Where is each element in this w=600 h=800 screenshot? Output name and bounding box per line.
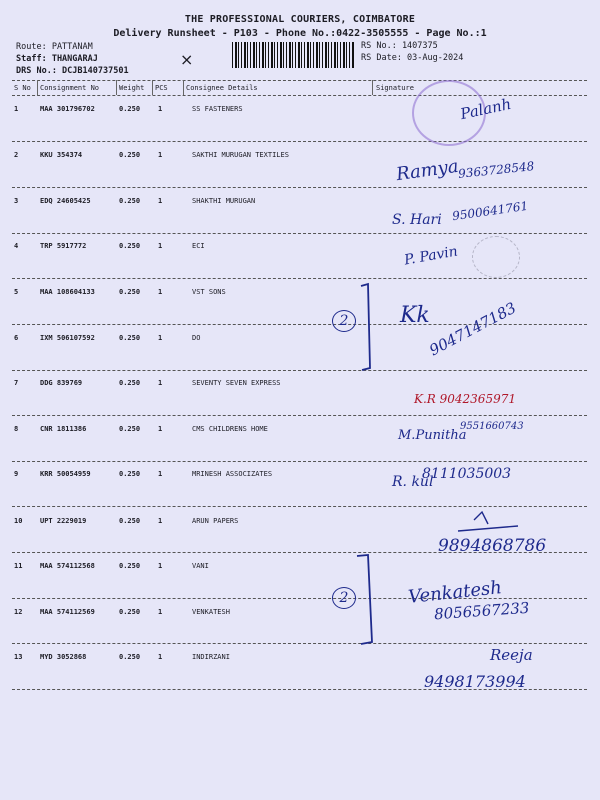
- bracket-stroke: [361, 284, 370, 370]
- signature-tick: [474, 512, 488, 524]
- rs-number: RS No.: 1407375: [361, 41, 438, 51]
- row-weight: 0.250: [119, 242, 141, 250]
- row-pcs: 1: [158, 197, 163, 205]
- cross-mark: ×: [180, 50, 194, 69]
- signature-underline: [458, 526, 518, 531]
- row-weight: 0.250: [119, 608, 141, 616]
- row-sno: 10: [14, 517, 23, 525]
- row-consignment: IXM 506107592: [40, 334, 95, 342]
- row-pcs: 1: [158, 242, 163, 250]
- row-consignee: SAKTHI MURUGAN TEXTILES: [192, 151, 289, 159]
- col-consignee: Consignee Details: [186, 84, 258, 92]
- signature-3-phone: 9500641761: [451, 198, 529, 224]
- row-consignment: CNR 1811386: [40, 425, 87, 433]
- row-consignee: SHAKTHI MURUGAN: [192, 197, 256, 205]
- row-weight: 0.250: [119, 197, 141, 205]
- row-sno: 11: [14, 562, 23, 570]
- signature-12-phone: 8056567233: [433, 598, 530, 624]
- signature-13: Reeja: [490, 646, 533, 664]
- signature-4: P. Pavin: [403, 243, 460, 269]
- staff-label: Staff: THANGARAJ: [16, 54, 98, 64]
- col-sno: S No: [14, 84, 31, 92]
- signature-2-phone: 9363728548: [457, 159, 535, 181]
- row-pcs: 1: [158, 562, 163, 570]
- signature-8: M.Punitha: [398, 428, 467, 443]
- signature-13-phone: 9498173994: [424, 672, 526, 691]
- row-consignee: DO: [192, 334, 201, 342]
- signature-10-phone: 9894868786: [438, 536, 547, 556]
- row-sno: 12: [14, 608, 23, 616]
- signature-7: K.R 9042365971: [414, 392, 516, 406]
- row-pcs: 1: [158, 105, 163, 113]
- row-sno: 7: [14, 379, 19, 387]
- col-signature: Signature: [376, 84, 414, 92]
- row-pcs: 1: [158, 425, 163, 433]
- row-consignee: VST SONS: [192, 288, 226, 296]
- row-consignee: ECI: [192, 242, 205, 250]
- row-consignment: MAA 574112568: [40, 562, 95, 570]
- group-mark-2: 2: [332, 587, 356, 609]
- row-weight: 0.250: [119, 379, 141, 387]
- row-consignee: MRINESH ASSOCIZATES: [192, 470, 273, 478]
- row-consignee: VANI: [192, 562, 209, 570]
- col-weight: Weight: [119, 84, 145, 92]
- row-sno: 3: [14, 197, 19, 205]
- row-consignment: UPT 2229019: [40, 517, 87, 525]
- row-sno: 6: [14, 334, 19, 342]
- row-weight: 0.250: [119, 653, 141, 661]
- row-weight: 0.250: [119, 151, 141, 159]
- row-consignment: TRP 5917772: [40, 242, 87, 250]
- row-consignment: DDG 839769: [40, 379, 83, 387]
- drs-number: DRS No.: DCJB140737501: [16, 66, 129, 76]
- col-consignment: Consignment No: [40, 84, 100, 92]
- row-consignee: ARUN PAPERS: [192, 517, 239, 525]
- bracket-stroke: [357, 555, 372, 644]
- rs-date: RS Date: 03-Aug-2024: [361, 53, 464, 63]
- row-sno: 5: [14, 288, 19, 296]
- route-label: Route: PATTANAM: [16, 42, 93, 52]
- row-sno: 13: [14, 653, 23, 661]
- row-pcs: 1: [158, 653, 163, 661]
- row-sno: 8: [14, 425, 19, 433]
- signature-8-phone: 9551660743: [460, 421, 524, 432]
- row-consignee: SS FASTENERS: [192, 105, 243, 113]
- signature-9-phone: 8111035003: [422, 466, 512, 482]
- row-weight: 0.250: [119, 562, 141, 570]
- row-consignee: INDIRZANI: [192, 653, 230, 661]
- row-consignment: EDQ 24605425: [40, 197, 91, 205]
- signature-3: S. Hari: [392, 212, 442, 228]
- runsheet-subtitle: Delivery Runsheet - P103 - Phone No.:0422-3505555 - Page No.:1: [113, 28, 487, 39]
- row-pcs: 1: [158, 608, 163, 616]
- row-sno: 1: [14, 105, 19, 113]
- row-consignment: KKU 354374: [40, 151, 83, 159]
- row-weight: 0.250: [119, 105, 141, 113]
- row-weight: 0.250: [119, 334, 141, 342]
- row-consignment: KRR 50054959: [40, 470, 91, 478]
- row-sno: 2: [14, 151, 19, 159]
- row-weight: 0.250: [119, 425, 141, 433]
- row-weight: 0.250: [119, 517, 141, 525]
- row-pcs: 1: [158, 379, 163, 387]
- row-sno: 9: [14, 470, 19, 478]
- row-consignee: CMS CHILDRENS HOME: [192, 425, 268, 433]
- row-consignment: MAA 301796702: [40, 105, 95, 113]
- row-pcs: 1: [158, 288, 163, 296]
- signature-9: R. kul: [392, 474, 434, 490]
- row-pcs: 1: [158, 334, 163, 342]
- col-pcs: PCS: [155, 84, 168, 92]
- row-sno: 4: [14, 242, 19, 250]
- row-consignment: MAA 108604133: [40, 288, 95, 296]
- signature-1: Palanh: [458, 94, 513, 124]
- row-weight: 0.250: [119, 470, 141, 478]
- signature-2: Ramya: [394, 155, 460, 186]
- row-consignee: SEVENTY SEVEN EXPRESS: [192, 379, 281, 387]
- row-consignment: MAA 574112569: [40, 608, 95, 616]
- row-consignee: VENKATESH: [192, 608, 230, 616]
- row-pcs: 1: [158, 470, 163, 478]
- row-weight: 0.250: [119, 288, 141, 296]
- group-mark-1: 2: [332, 310, 356, 332]
- signature-5-phone: 9047147183: [426, 298, 520, 360]
- row-consignment: MYD 3052868: [40, 653, 87, 661]
- signature-12: Venkatesh: [407, 577, 503, 608]
- signature-5: Kk: [400, 303, 430, 328]
- row-pcs: 1: [158, 151, 163, 159]
- row-pcs: 1: [158, 517, 163, 525]
- company-name: THE PROFESSIONAL COURIERS, COIMBATORE: [184, 14, 416, 25]
